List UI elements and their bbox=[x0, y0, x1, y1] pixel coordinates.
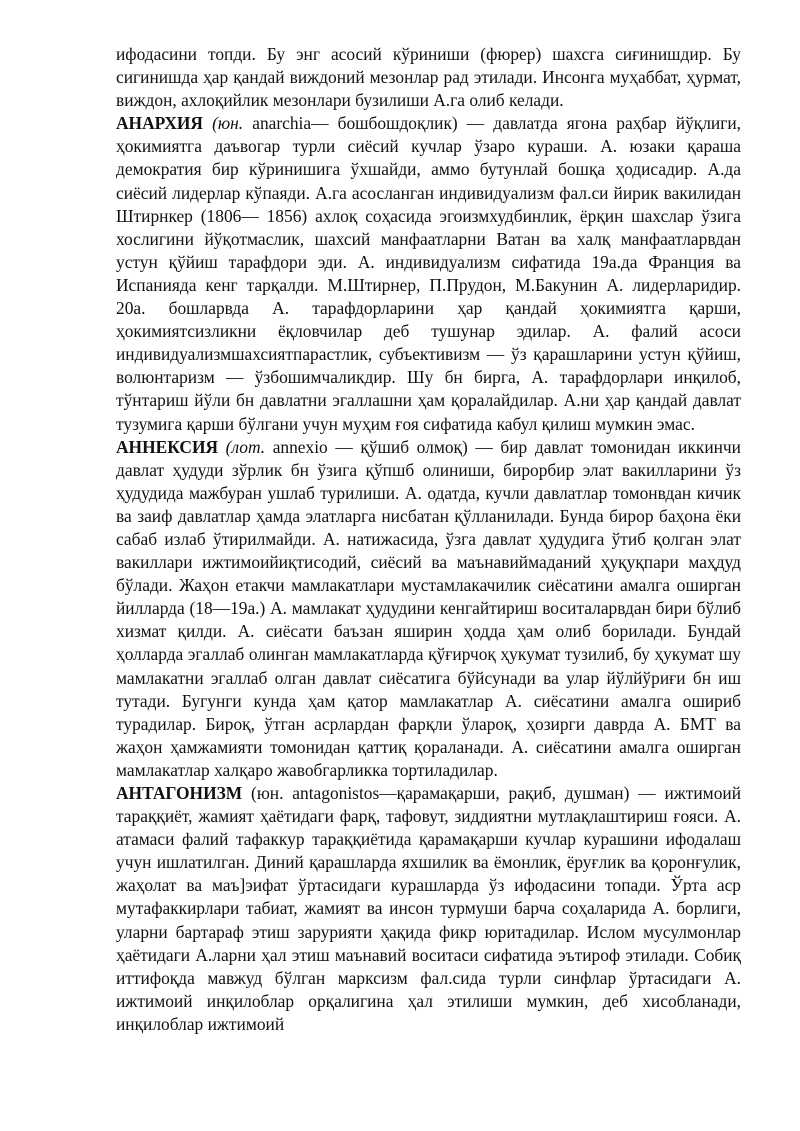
entry-anarchy bbox=[116, 112, 741, 435]
entry-term: АНАРХИЯ bbox=[116, 113, 203, 134]
entry-antagonism bbox=[116, 782, 741, 1036]
continuation-paragraph: ифодасини топди. Бу энг асосий кўриниши (фюрер) шахсга сиғинишдир. Бу сигинишда ҳар қандай виждоний мезонлар рад этилади. Инсонга муҳаббат, ҳурмат, виждон, ахлоқийлик мезонлари бузилиши А.га олиб келади. bbox=[116, 44, 741, 111]
entry-annexation bbox=[116, 436, 741, 782]
entry-language-note: (юн. bbox=[212, 113, 244, 134]
entry-language-note: (лот. bbox=[225, 436, 266, 457]
entry-term: АННЕКСИЯ bbox=[116, 436, 219, 457]
entry-term: АНТАГОНИЗМ bbox=[116, 783, 243, 803]
document-page bbox=[116, 43, 741, 1036]
entry-body: anarchia— бошбошдоқлик) — давлатда ягона раҳбар йўқлиги, ҳокимиятга даъвогар турли сиёсий кучлар ўзаро кураши. А. юзаки қараша демократия бир кўринишига ўхшайди, аммо бутунлай бошқа ҳодисадир. А.да сиёсий лидерлар кўпаяди. А.га асосланган индивидуализм фал.си йирик вакилидан Штирнкер (1806— 1856) ахлоқ соҳасида эгоизмхудбинлик, ёрқин шахслар ўзига хослигини йўқотмаслик, шахсий манфаатларни Ватан ва халқ манфаатларвдан устун қўйиш тарафдори эди. А. индивидуализм сифатида 19а.да Франция ва Испанияда кенг тарқалди. М.Штирнер, П.Прудон, М.Бакунин А. лидерларидир. 20а. бошларвда А. тарафдорларини ҳар қандай ҳокимиятга қарши, ҳокимиятсизликни ёқловчилар деб тушунар эдилар. А. фалий асоси индивидуализмшахсиятпарастлик, субъективизм — ўз қарашларини устун қўйиш, волюнтаризм — ўзбошимчаликдир. Шу бн бирга, А. тарафдорлари инқилоб, тўнтариш йўли бн давлатни эгаллашни ҳам қоралайдилар. А.ни ҳар қандай давлат тузумига қарши бўлгани учун муҳим ғоя сифатида кабул қилиш мумкин эмас. bbox=[116, 113, 741, 434]
entry-body: (юн. antagonistos—қарамақарши, рақиб, душман) — ижтимоий тараққиёт, жамият ҳаётидаги фарқ, тафовут, зиддиятни мутлақлаштириш ғояси. А. атамаси фалий тафаккур тараққиётида қарамақарши кучлар курашини ифодалаш учун ишлатилган. Диний қарашларда яхшилик ва ёмонлик, ёруғлик ва қоронғулик, жаҳолат ва маъ]эифат ўртасидаги курашларда ўз ифодасини топади. Ўрта аср мутафаккирлари табиат, жамият ва инсон турмуши барча соҳаларида А. борлиги, уларни бартараф этиш зарурияти ҳақида фикр юритадилар. Ислом мусулмонлар ҳаётидаги А.ларни ҳал этиш маънавий воситаси сифатида эътироф этилади. Собиқ иттифоқда мавжуд бўлган марксизм фал.сида турли синфлар ўртасидаги А. ижтимоий инқилоблар орқалигина ҳал этилиши мумкин, деб хисобланади, инқилоблар ижтимоий bbox=[116, 783, 741, 1034]
entry-body: annexio — қўшиб олмоқ) — бир давлат томонидан иккинчи давлат ҳудуди зўрлик бн ўзига қўпшб олиниши, бирорбир элат вакилларини ўз ҳудудида мажбуран ушлаб турилиши. А. одатда, кучли давлатлар томонвдан кичик ва заиф давлатлар ҳамда элатларга нисбатан қўлланилади. Бунда бирор баҳона ёки сабаб излаб ўтирилмайди. А. натижасида, ўзга давлат ҳудудига ўтиб қолган элат вакиллари ижтимоийиқтисодий, сиёсий ва маънавиймаданий ҳуқуқпари маҳдуд бўлади. Жаҳон етакчи мамлакатлари мустамлакачилик сиёсатини амалга оширган йилларда (18—19а.) А. мамлакат ҳудудини кенгайтириш воситаларвдан бири бўлиб хизмат қилди. А. сиёсати баъзан яширин ҳодда ҳам олиб борилади. Бундай ҳолларда эгаллаб олинган мамлакатларда қўғирчоқ ҳукумат тузилиб, бу ҳукумат шу мамлакатни эгаллаб олган давлат сиёсатига бўйсунади ва улар йўлйўриғи бн иш тутади. Бугунги кунда ҳам қатор мамлакатлар А. сиёсатини амалга ошириб турадилар. Бироқ, ўтган асрлардан фарқли ўлароқ, ҳозирги даврда А. БМТ ва жаҳон ҳамжамияти томонидан қаттиқ қораланади. А. сиёсатини амалга оширган мамлакатлар халқаро жавобгарликка тортиладилар. bbox=[116, 436, 741, 780]
